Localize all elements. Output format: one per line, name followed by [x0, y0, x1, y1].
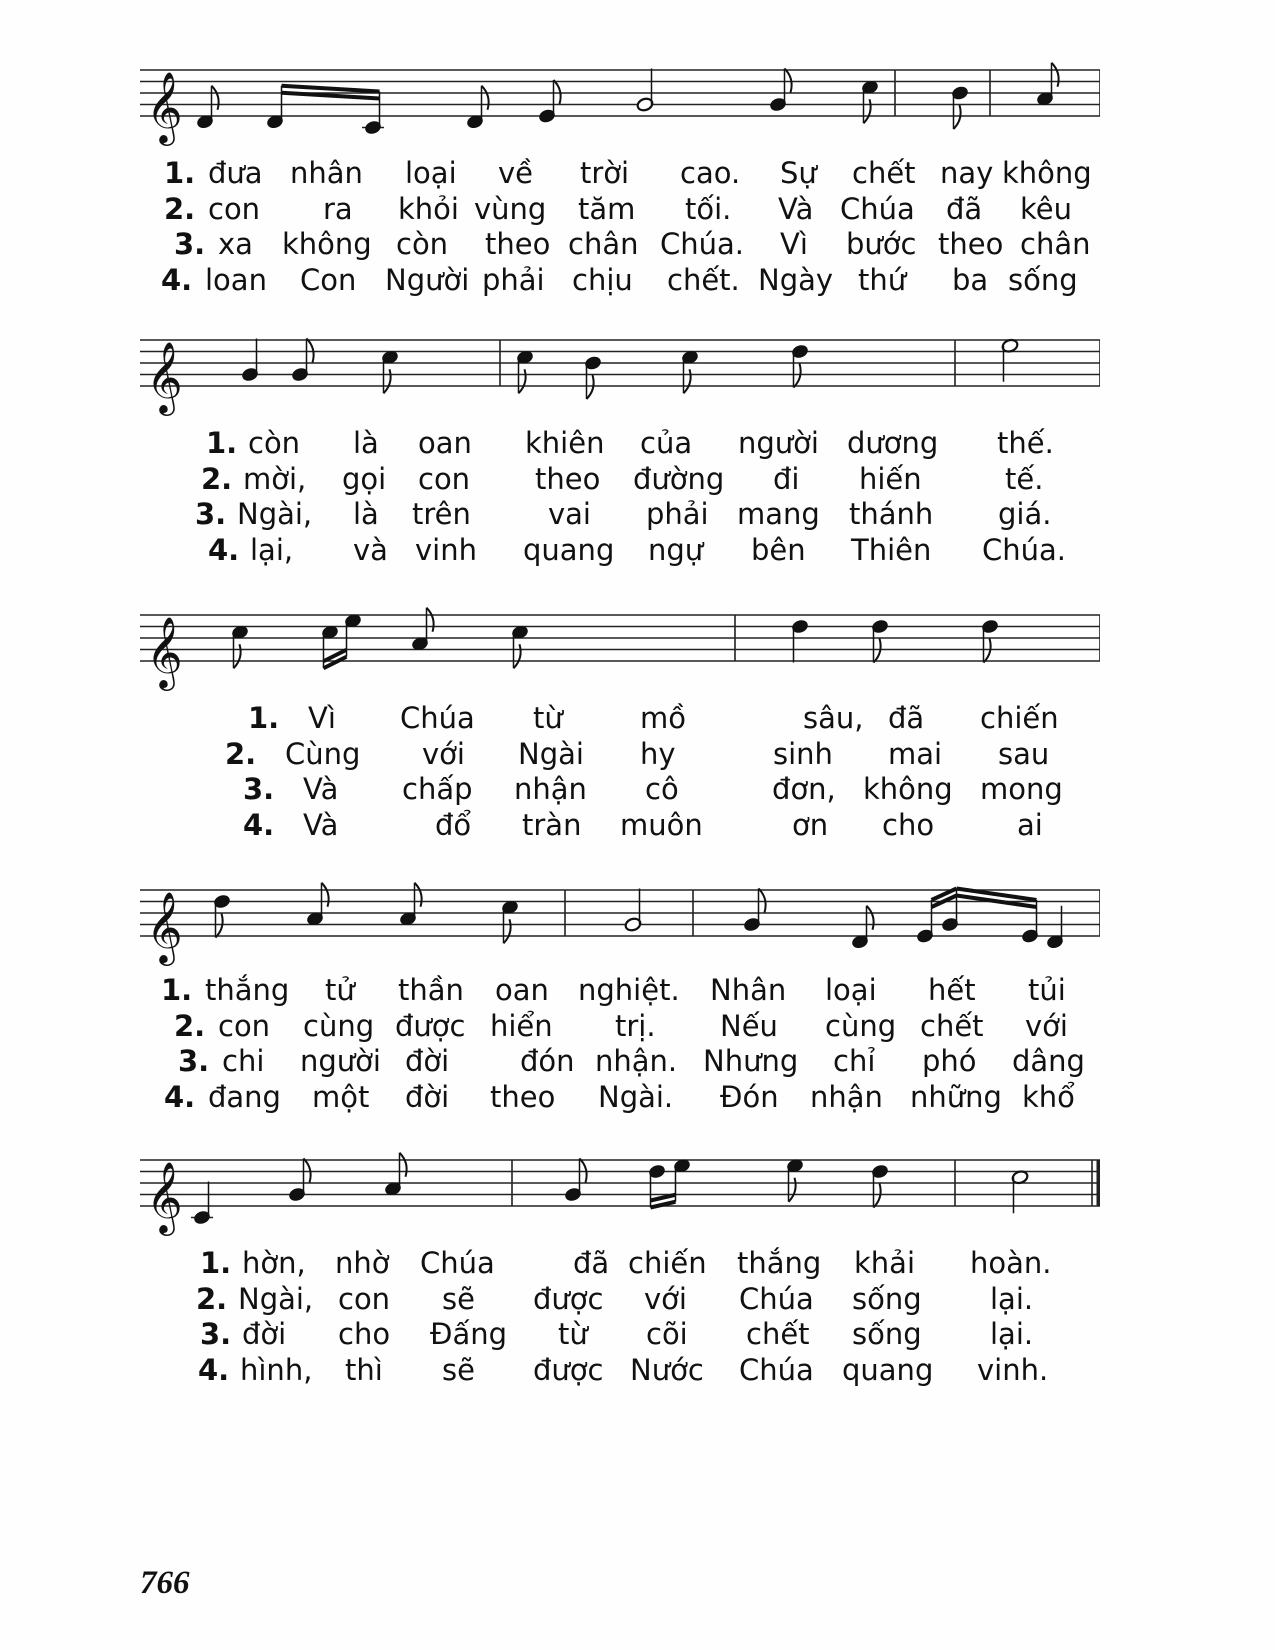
lyric-syllable: Chúa — [420, 1246, 495, 1280]
verse-number: 1. — [248, 701, 280, 735]
verse-line — [140, 191, 1100, 227]
lyric-syllable: cùng — [303, 1008, 375, 1043]
verse-number: 2. — [225, 736, 257, 771]
lyric-syllable: chỉ — [833, 1044, 876, 1078]
lyric-syllable: nhận — [810, 1079, 883, 1114]
verse-number: 2. — [164, 191, 196, 226]
staff — [140, 585, 1100, 695]
lyric-syllable: không — [863, 772, 953, 806]
lyric-syllable: Ngài, — [237, 497, 313, 531]
lyric-syllable: cao. — [680, 156, 741, 190]
lyric-syllable: vinh — [415, 532, 477, 567]
lyric-syllable: hy — [640, 736, 676, 771]
verse-line — [140, 532, 1100, 568]
lyric-syllable: hiển — [490, 1008, 553, 1043]
lyric-syllable: Người — [385, 262, 470, 297]
verse-line — [140, 155, 1100, 191]
verse-line — [140, 1245, 1100, 1281]
lyric-syllable: Thiên — [851, 532, 932, 567]
lyric-syllable: Chúa — [739, 1352, 814, 1387]
lyric-syllable: thắng — [205, 973, 290, 1007]
lyric-syllable: những — [910, 1079, 1002, 1114]
verse-number: 3. — [195, 497, 227, 531]
verse-line — [140, 1352, 1100, 1388]
lyric-syllable: tủi — [1028, 973, 1066, 1007]
lyric-syllable: đã — [573, 1246, 610, 1280]
lyric-syllable: muôn — [620, 807, 703, 842]
lyric-syllable: từ — [558, 1317, 588, 1351]
lyric-syllable: ba — [952, 262, 989, 297]
lyric-syllable: còn — [396, 227, 449, 261]
lyric-syllable: phải — [482, 262, 545, 297]
lyric-syllable: Và — [778, 191, 814, 226]
lyric-syllable: vùng — [474, 191, 547, 226]
verse-line — [140, 1079, 1100, 1115]
lyric-syllable: nhận — [514, 772, 587, 806]
lyric-syllable: Chúa — [840, 191, 915, 226]
lyric-syllable: từ — [533, 701, 563, 735]
lyric-syllable: không — [1002, 156, 1092, 190]
lyric-syllable: Vì — [780, 227, 808, 261]
lyric-syllable: Con — [300, 262, 357, 297]
lyric-syllable: thế. — [997, 426, 1054, 460]
lyric-syllable: không — [282, 227, 372, 261]
lyric-syllable: loại — [405, 156, 457, 190]
svg-text:𝄞: 𝄞 — [146, 615, 183, 688]
lyric-syllable: chiến — [628, 1246, 707, 1280]
lyric-syllable: cho — [338, 1317, 391, 1351]
lyric-syllable: Nhân — [710, 973, 787, 1007]
lyric-syllable: con — [218, 1008, 271, 1043]
lyric-syllable: hờn, — [242, 1246, 306, 1280]
lyric-syllable: dâng — [1012, 1044, 1085, 1078]
verse-line — [140, 771, 1100, 807]
lyric-syllable: chiến — [980, 701, 1059, 735]
lyric-syllable: chân — [1020, 227, 1091, 261]
lyric-syllable: con — [338, 1281, 391, 1316]
lyric-syllable: mang — [737, 497, 820, 531]
lyric-syllable: ai — [1017, 807, 1043, 842]
lyric-syllable: theo — [535, 461, 601, 496]
verse-line — [140, 1008, 1100, 1044]
lyric-syllable: được — [533, 1352, 604, 1387]
verse-number: 2. — [201, 461, 233, 496]
lyric-syllable: về — [498, 156, 534, 190]
lyric-syllable: chi — [222, 1044, 265, 1078]
lyric-syllable: chân — [568, 227, 639, 261]
verse-line — [140, 1281, 1100, 1317]
lyric-syllable: giá. — [998, 497, 1052, 531]
lyric-syllable: cô — [645, 772, 679, 806]
svg-text:𝄞: 𝄞 — [146, 1160, 183, 1233]
lyric-syllable: Và — [303, 807, 339, 842]
lyric-syllable: sẽ — [442, 1281, 475, 1316]
verse-line — [140, 226, 1100, 262]
verse-line — [140, 700, 1100, 736]
lyric-syllable: mai — [888, 736, 943, 771]
verse-line — [140, 807, 1100, 843]
verse-line — [140, 1043, 1100, 1079]
lyric-syllable: kêu — [1020, 191, 1072, 226]
lyric-syllable: sống — [1008, 262, 1078, 297]
verse-number: 1. — [161, 973, 193, 1007]
lyric-syllable: Vì — [308, 701, 336, 735]
lyric-syllable: phó — [922, 1044, 977, 1078]
lyric-syllable: thì — [345, 1352, 383, 1387]
lyric-syllable: một — [312, 1079, 370, 1114]
lyric-syllable: đã — [888, 701, 925, 735]
lyric-syllable: tế. — [1005, 461, 1044, 496]
lyric-syllable: của — [640, 426, 693, 460]
lyric-syllable: hình, — [240, 1352, 313, 1387]
lyric-syllable: người — [300, 1044, 381, 1078]
lyric-syllable: còn — [248, 426, 301, 460]
lyric-syllable: trời — [580, 156, 630, 190]
lyric-syllable: bước — [846, 227, 917, 261]
lyric-syllable: con — [208, 191, 261, 226]
lyric-syllable: tràn — [522, 807, 582, 842]
lyric-syllable: vai — [548, 497, 591, 531]
lyric-syllable: lại. — [990, 1281, 1034, 1316]
lyric-syllable: thần — [398, 973, 464, 1007]
lyric-syllable: hết — [928, 973, 976, 1007]
lyric-syllable: ơn — [792, 807, 829, 842]
lyric-syllable: ra — [323, 191, 353, 226]
lyric-syllable: quang — [842, 1352, 934, 1387]
lyric-syllable: nhờ — [335, 1246, 390, 1280]
lyric-syllable: người — [738, 426, 819, 460]
lyric-syllable: chấp — [402, 772, 473, 806]
verse-line — [140, 972, 1100, 1008]
lyric-syllable: đã — [946, 191, 983, 226]
lyric-syllable: sẽ — [442, 1352, 475, 1387]
lyric-syllable: Ngài, — [238, 1281, 314, 1316]
verse-number: 3. — [174, 227, 206, 261]
lyric-syllable: chịu — [572, 262, 633, 297]
verse-number: 2. — [196, 1281, 228, 1316]
lyric-syllable: với — [1025, 1008, 1068, 1043]
lyric-syllable: chết. — [667, 262, 740, 297]
lyric-syllable: sống — [852, 1281, 922, 1316]
lyric-syllable: cùng — [825, 1008, 897, 1043]
lyric-syllable: sau — [998, 736, 1050, 771]
lyric-syllable: mồ — [640, 701, 686, 735]
lyric-syllable: Nước — [630, 1352, 704, 1387]
verse-number: 3. — [200, 1317, 232, 1351]
lyric-syllable: cõi — [646, 1317, 688, 1351]
lyric-syllable: ngự — [648, 532, 704, 567]
staff — [140, 1130, 1100, 1240]
lyric-syllable: tử — [325, 973, 355, 1007]
verse-number: 4. — [164, 1079, 196, 1114]
lyric-syllable: mời, — [243, 461, 307, 496]
lyric-syllable: loại — [825, 973, 877, 1007]
lyric-syllable: Nếu — [720, 1008, 778, 1043]
verse-number: 2. — [174, 1008, 206, 1043]
lyric-syllable: phải — [646, 497, 709, 531]
lyric-syllable: sống — [852, 1317, 922, 1351]
lyric-syllable: chết — [746, 1317, 810, 1351]
lyric-syllable: trị. — [615, 1008, 656, 1043]
verse-line — [140, 736, 1100, 772]
lyric-syllable: chết — [920, 1008, 984, 1043]
verse-line — [140, 461, 1100, 497]
page-number: 766 — [140, 1565, 190, 1601]
lyric-syllable: khỏi — [398, 191, 459, 226]
lyric-syllable: dương — [847, 426, 939, 460]
lyric-syllable: Chúa — [739, 1281, 814, 1316]
lyric-syllable: Ngài. — [598, 1079, 674, 1114]
verse-number: 4. — [243, 807, 275, 842]
verse-line — [140, 425, 1100, 461]
lyric-syllable: Nhưng — [703, 1044, 799, 1078]
verse-line — [140, 496, 1100, 532]
verse-number: 1. — [200, 1246, 232, 1280]
lyric-syllable: lại. — [990, 1317, 1034, 1351]
lyric-syllable: Đấng — [430, 1317, 508, 1351]
lyric-syllable: theo — [485, 227, 551, 261]
lyric-syllable: là — [353, 426, 379, 460]
verse-number: 3. — [178, 1044, 210, 1078]
lyric-syllable: vinh. — [977, 1352, 1049, 1387]
lyric-syllable: và — [353, 532, 388, 567]
svg-text:𝄞: 𝄞 — [146, 340, 183, 413]
lyric-syllable: sinh — [773, 736, 833, 771]
verse-number: 4. — [161, 262, 193, 297]
lyric-syllable: oan — [418, 426, 472, 460]
lyric-syllable: nhân — [290, 156, 363, 190]
lyric-syllable: nghiệt. — [578, 973, 680, 1007]
lyric-syllable: bên — [751, 532, 806, 567]
verse-number: 4. — [198, 1352, 230, 1387]
staff — [140, 860, 1100, 970]
verse-number: 1. — [206, 426, 238, 460]
lyric-syllable: tăm — [578, 191, 636, 226]
lyric-syllable: thứ — [858, 262, 907, 297]
lyric-syllable: Chúa. — [660, 227, 744, 261]
lyric-syllable: chết — [852, 156, 916, 190]
lyric-syllable: đón — [520, 1044, 575, 1078]
lyric-syllable: là — [353, 497, 379, 531]
lyric-syllable: nay — [940, 156, 994, 190]
lyric-syllable: đời — [405, 1079, 450, 1114]
lyric-syllable: thắng — [737, 1246, 822, 1280]
lyric-syllable: Ngày — [758, 262, 834, 297]
lyric-syllable: đời — [405, 1044, 450, 1078]
staff — [140, 40, 1100, 150]
lyric-syllable: được — [533, 1281, 604, 1316]
lyric-syllable: hoàn. — [970, 1246, 1052, 1280]
svg-text:𝄞: 𝄞 — [146, 70, 183, 143]
lyric-syllable: Sự — [780, 156, 817, 190]
lyric-syllable: nhận. — [595, 1044, 678, 1078]
lyric-syllable: Và — [303, 772, 339, 806]
lyric-syllable: khổ — [1022, 1079, 1075, 1114]
lyric-syllable: đi — [773, 461, 800, 496]
lyric-syllable: đường — [633, 461, 725, 496]
lyric-syllable: đổ — [435, 807, 472, 842]
lyric-syllable: khiên — [525, 426, 605, 460]
verse-number: 3. — [243, 772, 275, 806]
lyric-syllable: được — [395, 1008, 466, 1043]
lyric-syllable: con — [418, 461, 471, 496]
staff — [140, 310, 1100, 420]
lyric-syllable: gọi — [342, 461, 387, 496]
lyric-syllable: oan — [495, 973, 549, 1007]
lyric-syllable: với — [644, 1281, 687, 1316]
lyric-syllable: với — [422, 736, 465, 771]
lyric-syllable: theo — [938, 227, 1004, 261]
lyric-syllable: sâu, — [803, 701, 864, 735]
lyric-syllable: Đón — [720, 1079, 779, 1114]
lyric-syllable: đơn, — [772, 772, 836, 806]
verse-line — [140, 1316, 1100, 1352]
lyric-syllable: mong — [980, 772, 1063, 806]
svg-text:𝄞: 𝄞 — [146, 890, 183, 963]
lyric-syllable: thánh — [849, 497, 934, 531]
lyric-syllable: quang — [523, 532, 615, 567]
verse-number: 4. — [208, 532, 240, 567]
lyric-syllable: cho — [882, 807, 935, 842]
lyric-syllable: đang — [208, 1079, 281, 1114]
lyric-syllable: loan — [205, 262, 267, 297]
lyric-syllable: Chúa — [400, 701, 475, 735]
lyric-syllable: đời — [242, 1317, 287, 1351]
lyric-syllable: Ngài — [518, 736, 584, 771]
lyric-syllable: xa — [218, 227, 253, 261]
lyric-syllable: Chúa. — [982, 532, 1066, 567]
lyric-syllable: hiến — [859, 461, 922, 496]
verse-line — [140, 262, 1100, 298]
lyric-syllable: lại, — [250, 532, 294, 567]
lyric-syllable: trên — [412, 497, 471, 531]
verse-number: 1. — [164, 156, 196, 190]
lyric-syllable: khải — [854, 1246, 916, 1280]
lyric-syllable: tối. — [685, 191, 732, 226]
lyric-syllable: đưa — [208, 156, 263, 190]
lyric-syllable: Cùng — [285, 736, 361, 771]
lyric-syllable: theo — [490, 1079, 556, 1114]
